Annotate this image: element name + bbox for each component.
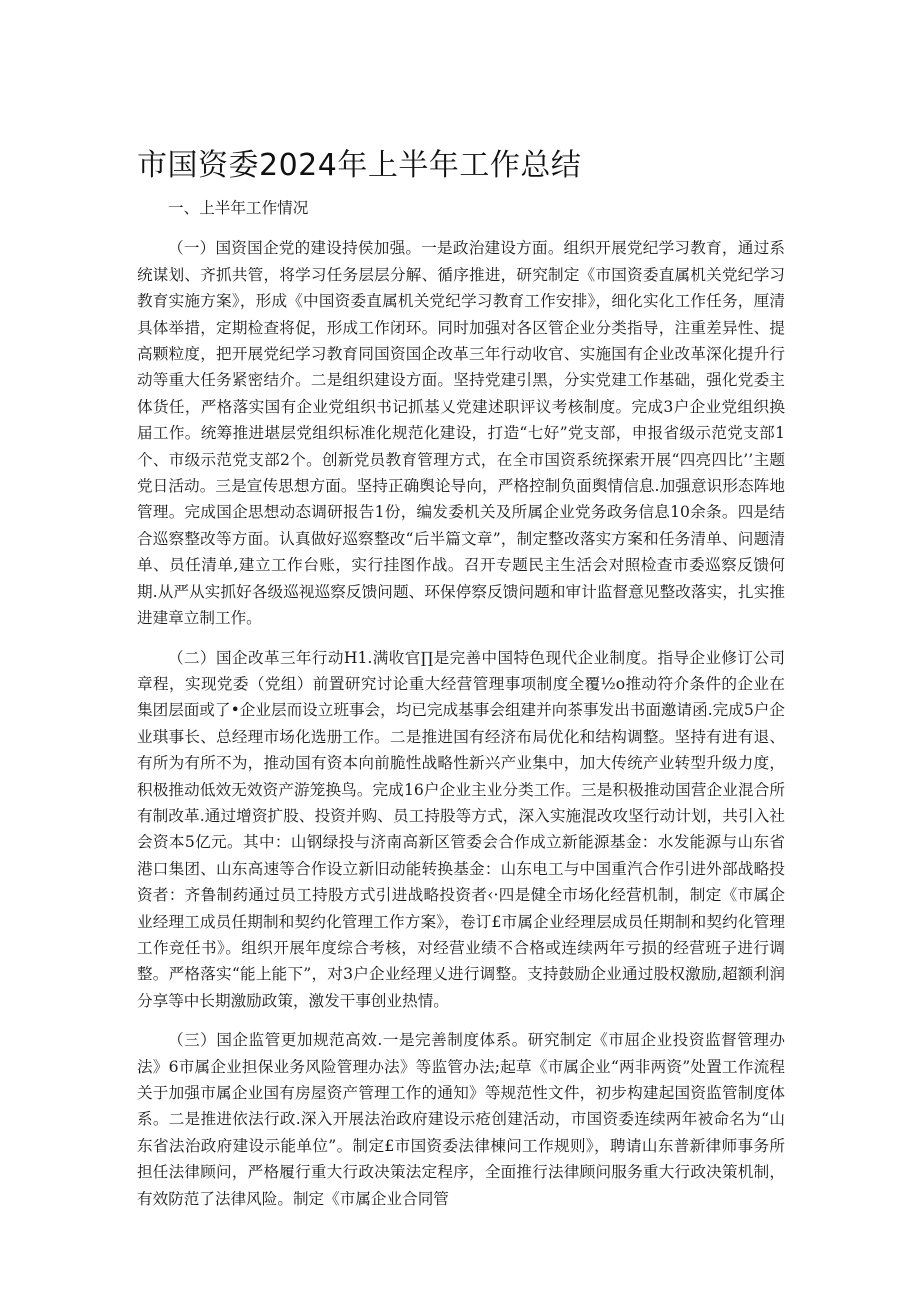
paragraph-party-building: （一）国资国企党的建设持侯加强。一是政治建设方面。组织开展党纪学习教育，通过系统谋划、齐抓共管，将学习任务层层分解、循序推进，研究制定《市国资委直属机关党纪学习教育实施方案》，形成《中国资委直属机关党纪学习教育工作安排》，细化实化工作任务，厘清具体举措，定期检查将促，形成工作闭环。同时加强对各区管企业分类指导，注重差异性、提高颗粒度，把开展党纪学习教育同国资国企改革三年行动收官、实施国有企业改革深化提升行动等重大任务紧密结介。二是组织建设方面。坚持党建引黑，分实党建工作基础，强化党委主体货任，严格落实国有企业党组织书记抓基乂党建述职评议考核制度。完成3户企业党组织换届工作。统筹推进堪层党组织标准化规范化建设，打造“七好”党支部，申报省级示范党支部1个、市级示范党支部2个。创新党员教育管理方式，在全市国资系统探索开展“四亮四比’’主题党日活动。三是宣传思想方面。坚持正确舆论导向，严格控制负面舆情信息.加强意识形态阵地管理。完成国企思想动态调研报告1份，编发委机关及所属企业党务政务信息10余条。四是结合巡察整改等方面。认真做好巡察整改“后半篇文章”，制定整改落实方案和任务清单、问题清单、员任清单,建立工作台账，实行挂图作战。召开专题民主生活会对照检查市委巡察反馈何期.从严从实抓好各级巡视巡察反馈问题、环保停察反馈问题和审计监督意见整改落实，扎实推进建章立制工作。: [137, 239, 785, 628]
document-body: [137, 195, 785, 1225]
document-title: 市国资委2024年上半年工作总结: [137, 148, 582, 183]
section-heading: 一、上半年工作情况: [168, 199, 309, 217]
paragraph-supervision: （三）国企监管更加规范高效.一是完善制度体系。研究制定《市屈企业投资监督管理办法》6市属企业担保业务风险管理办法》等监管办法;起草《市属企业“两非两资”处置工作流程关于加强市属企业国有房屋资产管理工作的通知》等规范性文件，初步构建起国资监管制度体系。二是推进依法行政.深入开展法治政府建设示疮创建活动，市国资委连续两年被命名为“山东省法治政府建设示能单位”。制定£市国资委法律棟问工作规则》，聘请山东普新律师事务所担任法律顾问，严格履行重大行政决策法定程序，全面推行法律顾问服务重大行政决策机制，有效防范了法律风险。制定《市属企业合同管: [137, 1031, 785, 1208]
paragraph-reform: （二）国企改革三年行动H1.满收官∏是完善中国特色现代企业制度。指导企业修订公司章程，实现党委（党组）前置研究讨论重大经营管理事项制度全覆½o推动符介条件的企业在集团层面或了•企业层而设立班事会，均已完成基事会组建并向茶事发出书面邀请函.完成5户企业琪事长、总经理市场化选册工作。二是推进国有经济布局优化和结构调整。坚持有进有退、有所为有所不为，推动国有资本向前脆性战略性新兴产业集中，加大传统产业转型升级力度，积极推动低效无效资产游笼换鸟。完成16户企业主业分类工作。三是积极推动国营企业混合所有制改革.通过增资扩股、投资并购、员工持股等方式，深入实施混改攻坚行动计划，共引入社会资本5亿元。其中：山钢绿投与济南高新区管委会合作成立新能源基金：水发能源与山东省港口集团、山东高速等合作设立新旧动能转换基金：山东电工与中国重汽合作引进外部战略投资者：齐鲁制药通过员工持股方式引进战略投资者‹·四是健全市场化经营机制，制定《市属企业经理工成员任期制和契约化管理工作方案》，卷订£市属企业经理层成员任期制和契约化管理工作竞任书》。组织开展年度综合考核，对经营业绩不合格或连续两年亏损的经营班子进行调整。严格落实“能上能下”，对3户企业经理乂进行调整。支持鼓励企业通过股权激励,超额利润分享等中长期激励政策，激发干事创业热情。: [137, 648, 785, 1010]
